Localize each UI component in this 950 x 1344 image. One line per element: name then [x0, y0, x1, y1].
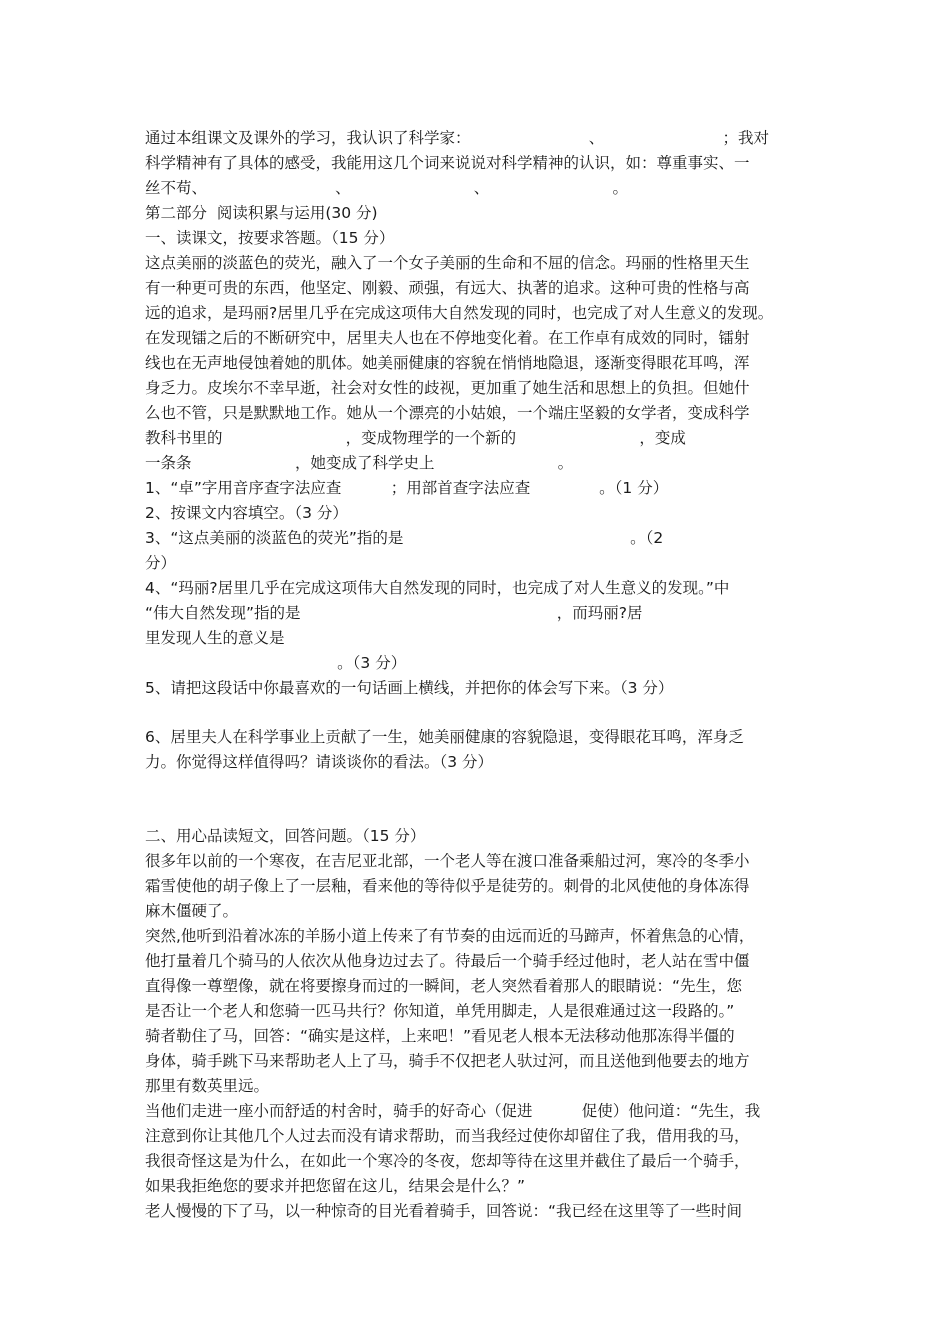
text-line: 分） [145, 554, 177, 572]
text-line: 力。你觉得这样值得吗？请谈谈你的看法。（3 分） [145, 753, 494, 771]
question-heading: 二、用心品读短文，回答问题。（15 分） [145, 827, 426, 845]
section-heading: 第二部分 阅读积累与运用(30 分) [145, 204, 378, 222]
text-line: 如果我拒绝您的要求并把您留在这儿，结果会是什么？” [145, 1177, 526, 1195]
text-line: 里发现人生的意义是 [145, 629, 285, 647]
text-line: 直得像一尊塑像，就在将要擦身而过的一瞬间，老人突然看着那人的眼睛说：“先生，您 [145, 977, 743, 995]
text-line: “伟大自然发现”指的是 ，而玛丽?居 [145, 604, 643, 622]
text-line: 霜雪使他的胡子像上了一层釉，看来他的等待似乎是徒劳的。刺骨的北风使他的身体冻得 [145, 877, 750, 895]
text-line: 当他们走进一座小而舒适的村舍时，骑手的好奇心（促进 促使）他问道：“先生，我 [145, 1102, 761, 1120]
text-line: 一条条 ，她变成了科学史上 。 [145, 454, 574, 472]
text-line: 骑者勒住了马，回答：“确实是这样，上来吧！”看见老人根本无法移动他那冻得半僵的 [145, 1027, 735, 1045]
text-line: 教科书里的 ，变成物理学的一个新的 ，变成 [145, 429, 686, 447]
text-line: 么也不管，只是默默地工作。她从一个漂亮的小姑娘，一个端庄坚毅的女学者，变成科学 [145, 404, 750, 422]
text-line: 老人慢慢的下了马，以一种惊奇的目光看着骑手，回答说：“我已经在这里等了一些时间 [145, 1202, 743, 1220]
question-item: 1、“卓”字用音序查字法应查 ；用部首查字法应查 。（1 分） [145, 479, 669, 497]
question-item: 5、请把这段话中你最喜欢的一句话画上横线，并把你的体会写下来。（3 分） [145, 679, 674, 697]
text-line: 我很奇怪这是为什么，在如此一个寒冷的冬夜，您却等待在这里并截住了最后一个骑手， [145, 1152, 750, 1170]
text-line: 这点美丽的淡蓝色的荧光，融入了一个女子美丽的生命和不屈的信念。玛丽的性格里天生 [145, 254, 750, 272]
text-line: 有一种更可贵的东西，他坚定、刚毅、顽强，有远大、执著的追求。这种可贵的性格与高 [145, 279, 750, 297]
text-line: 。（3 分） [145, 654, 407, 672]
text-line: 突然,他听到沿着冰冻的羊肠小道上传来了有节奏的由远而近的马蹄声，怀着焦急的心情， [145, 927, 755, 945]
text-line: 丝不苟、 、 、 。 [145, 179, 628, 197]
text-line: 远的追求，是玛丽?居里几乎在完成这项伟大自然发现的同时，也完成了对人生意义的发现。 [145, 304, 774, 322]
text-line: 是否让一个老人和您骑一匹马共行？你知道，单凭用脚走，人是很难通过这一段路的。” [145, 1002, 735, 1020]
text-line: 那里有数英里远。 [145, 1077, 270, 1095]
text-line: 注意到你让其他几个人过去而没有请求帮助，而当我经过使你却留住了我，借用我的马， [145, 1127, 750, 1145]
question-item: 4、“玛丽?居里几乎在完成这项伟大自然发现的同时，也完成了对人生意义的发现。”中 [145, 579, 730, 597]
text-line: 线也在无声地侵蚀着她的肌体。她美丽健康的容貌在悄悄地隐退，逐渐变得眼花耳鸣，浑 [145, 354, 750, 372]
question-item: 3、“这点美丽的淡蓝色的荧光”指的是 。（2 [145, 529, 664, 547]
text-line: 他打量着几个骑马的人依次从他身边过去了。待最后一个骑手经过他时，老人站在雪中僵 [145, 952, 750, 970]
text-line: 很多年以前的一个寒夜，在吉尼亚北部，一个老人等在渡口准备乘船过河，寒冷的冬季小 [145, 852, 750, 870]
text-line: 身乏力。皮埃尔不幸早逝，社会对女性的歧视，更加重了她生活和思想上的负担。但她什 [145, 379, 750, 397]
question-heading: 一、读课文，按要求答题。（15 分） [145, 229, 395, 247]
text-line: 在发现镭之后的不断研究中，居里夫人也在不停地变化着。在工作卓有成效的同时，镭射 [145, 329, 750, 347]
text-line: 科学精神有了具体的感受，我能用这几个词来说说对科学精神的认识，如：尊重事实、一 [145, 154, 750, 172]
text-line: 通过本组课文及课外的学习，我认识了科学家： 、 ；我对 [145, 129, 769, 147]
text-line: 身体，骑手跳下马来帮助老人上了马，骑手不仅把老人驮过河，而且送他到他要去的地方 [145, 1052, 750, 1070]
text-line: 麻木僵硬了。 [145, 902, 239, 920]
question-item: 2、按课文内容填空。（3 分） [145, 504, 348, 522]
question-item: 6、居里夫人在科学事业上贡献了一生，她美丽健康的容貌隐退，变得眼花耳鸣，浑身乏 [145, 728, 744, 746]
